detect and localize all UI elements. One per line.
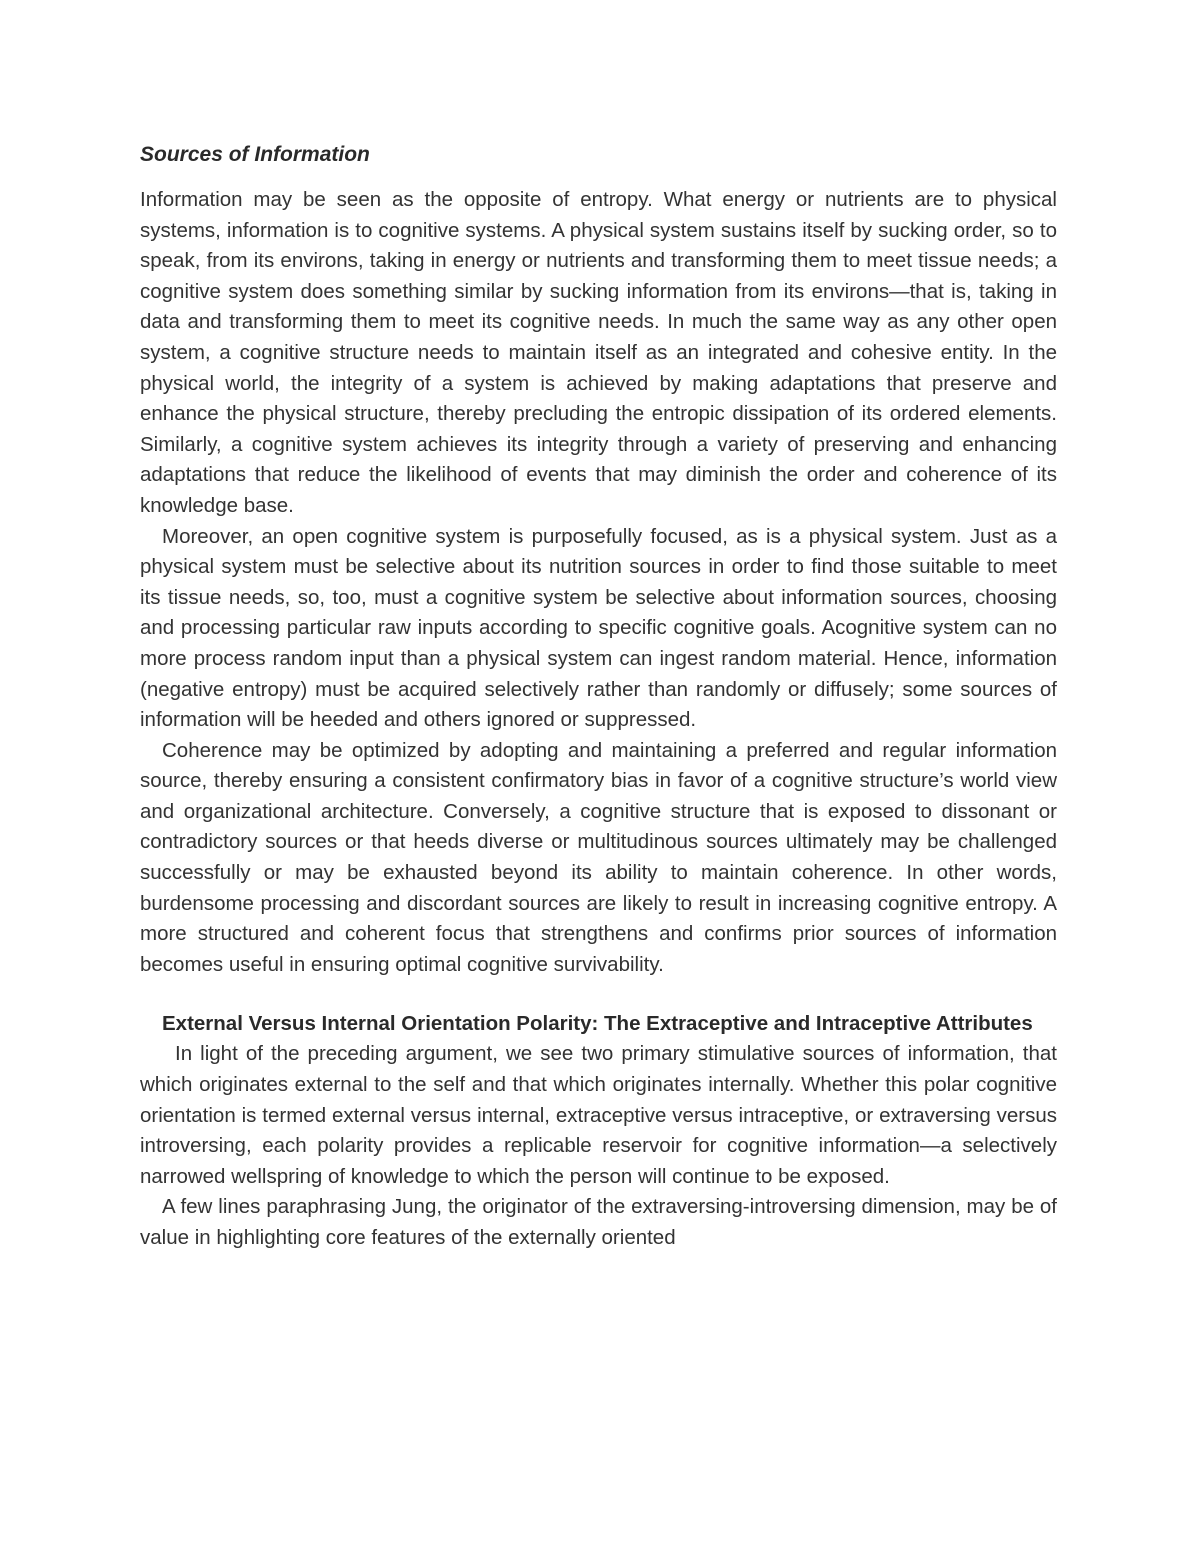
paragraph-purposeful-focus: Moreover, an open cognitive system is purposefully focused, as is a physical system. Just as a physical system must be selective about its nutrition sources in order to find those suitable to meet its tissue needs, so, too, must a cognitive system be selective about information sources, choosing and processing particular raw inputs according to specific cognitive goals. Acognitive system can no more process random input than a physical system can ingest random material. Hence, information (negative entropy) must be acquired selectively rather than randomly or diffusely; some sources of information will be heeded and others ignored or suppressed. bbox=[140, 524, 1057, 732]
paragraph-coherence: Coherence may be optimized by adopting and maintaining a preferred and regular information source, thereby ensuring a consistent confirmatory bias in favor of a cognitive structure’s world view and organizational architecture. Conversely, a cognitive structure that is exposed to dissonant or contradictory sources or that heeds diverse or multitudinous sources ultimately may be challenged successfully or may be exhausted beyond its ability to maintain coherence. In other words, burdensome processing and discordant sources are likely to result in increasing cognitive entropy. A more structured and coherent focus that strengthens and confirms prior sources of information becomes useful in ensuring optimal cognitive survivability. bbox=[140, 738, 1057, 976]
section-title: Sources of Information bbox=[140, 143, 370, 166]
paragraph-entropy: Information may be seen as the opposite of entropy. What energy or nutrients are to physical systems, information is to cognitive systems. A physical system sustains itself by sucking order, so to speak, from its environs, taking in energy or nutrients and transforming them to meet tissue needs; a cognitive system does something similar by sucking information from its environs—that is, taking in data and transforming them to meet its cognitive needs. In much the same way as any other open system, a cognitive structure needs to maintain itself as an integrated and cohesive entity. In the physical world, the integrity of a system is achieved by making adaptations that preserve and enhance the physical structure, thereby precluding the entropic dissipation of its ordered elements. Similarly, a cognitive system achieves its integrity through a variety of preserving and enhancing adaptations that reduce the likelihood of events that may diminish the order and coherence of its knowledge base. bbox=[140, 188, 1057, 517]
subsection-title: External Versus Internal Orientation Polarity: The Extraceptive and Intraceptive Attributes bbox=[162, 1012, 1033, 1036]
paragraph-jung: A few lines paraphrasing Jung, the originator of the extraversing-introversing dimension, may be of value in highlighting core features of the externally oriented bbox=[140, 1195, 1057, 1249]
paragraph-stimulative-sources: In light of the preceding argument, we see two primary stimulative sources of information, that which originates external to the self and that which originates internally. Whether this polar cognitive orientation is termed external versus internal, extraceptive versus intraceptive, or extraversing versus introversing, each polarity provides a replicable reservoir for cognitive information—a selectively narrowed wellspring of knowledge to which the person will continue to be exposed. bbox=[140, 1042, 1057, 1188]
document-page bbox=[140, 140, 1057, 1254]
